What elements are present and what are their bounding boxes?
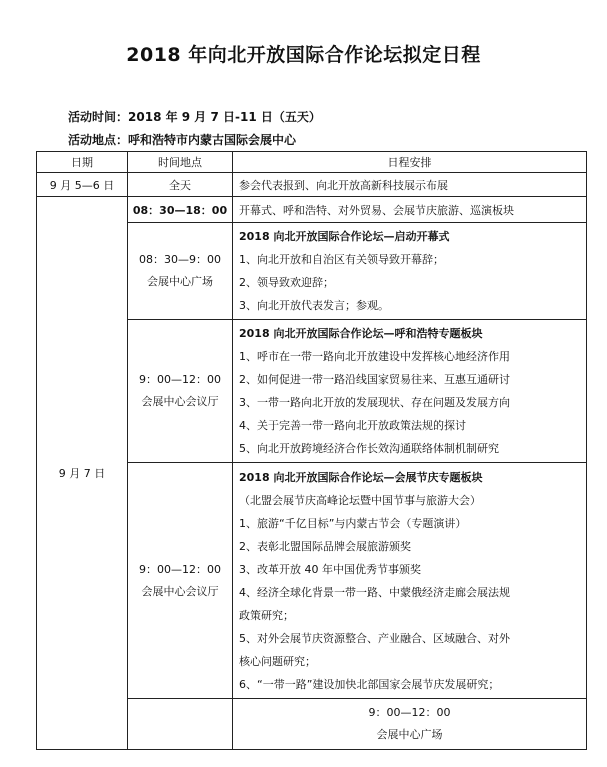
date-cell-sep7: 9 月 7 日 bbox=[37, 197, 128, 750]
schedule-line: （北盟会展节庆高峰论坛暨中国节事与旅游大会） bbox=[239, 493, 481, 507]
schedule-line: 1、旅游“千亿目标”与内蒙古节会（专题演讲） bbox=[239, 516, 467, 530]
time-text: 9：00—12：00 bbox=[139, 562, 221, 576]
schedule-line: 1、向北开放和自治区有关领导致开幕辞； bbox=[239, 253, 444, 266]
time-text: 9：00—12：00 bbox=[368, 706, 451, 719]
header-time-place: 时间地点 bbox=[128, 152, 233, 173]
event-place-value: 呼和浩特市内蒙古国际会展中心 bbox=[128, 133, 297, 147]
schedule-line: 2、表彰北盟国际品牌会展旅游颁奖 bbox=[239, 539, 411, 553]
schedule-line: 政策研究； bbox=[239, 608, 294, 622]
schedule-line: 4、经济全球化背景一带一路、中蒙俄经济走廊会展法规 bbox=[239, 585, 510, 599]
header-schedule: 日程安排 bbox=[233, 152, 587, 173]
schedule-line: 5、向北开放跨境经济合作长效沟通联络体制机制研究 bbox=[239, 442, 499, 455]
schedule-line: 3、向北开放代表发言；参观。 bbox=[239, 299, 389, 312]
schedule-line: 6、“一带一路”建设加快北部国家会展节庆发展研究； bbox=[239, 677, 500, 691]
time-text: 9：00—12：00 bbox=[139, 373, 221, 386]
date-cell: 9 月 5—6 日 bbox=[37, 173, 128, 197]
page-title: 2018 年向北开放国际合作论坛拟定日程 bbox=[126, 44, 481, 66]
schedule-table bbox=[36, 151, 587, 750]
date-cell-empty bbox=[128, 699, 233, 750]
schedule-cell bbox=[233, 223, 587, 320]
session-title: 2018 向北开放国际合作论坛—启动开幕式 bbox=[239, 230, 450, 243]
event-time bbox=[68, 108, 321, 125]
schedule-line: 2、领导致欢迎辞； bbox=[239, 276, 334, 289]
time-place-cell bbox=[128, 223, 233, 320]
table-row bbox=[37, 197, 587, 223]
schedule-line: 3、一带一路向北开放的发展现状、存在问题及发展方向 bbox=[239, 396, 510, 409]
schedule-line: 3、改革开放 40 年中国优秀节事颁奖 bbox=[239, 562, 421, 576]
table-header-row bbox=[37, 152, 587, 173]
place-text: 会展中心广场 bbox=[376, 728, 443, 741]
time-place-cell bbox=[128, 463, 233, 699]
schedule-line: 1、呼市在一带一路向北开放建设中发挥核心地经济作用 bbox=[239, 350, 510, 363]
event-time-value: 2018 年 9 月 7 日-11 日（五天） bbox=[128, 110, 321, 124]
place-text: 会展中心会议厅 bbox=[141, 584, 219, 598]
event-place-label: 活动地点： bbox=[68, 133, 129, 147]
table-row bbox=[37, 173, 587, 197]
header-date: 日期 bbox=[37, 152, 128, 173]
time-cell: 全天 bbox=[128, 173, 233, 197]
schedule-line: 2、如何促进一带一路沿线国家贸易往来、互惠互通研讨 bbox=[239, 373, 510, 386]
place-text: 会展中心会议厅 bbox=[141, 395, 219, 408]
time-place-cell bbox=[128, 320, 233, 463]
schedule-cell: 参会代表报到、向北开放高新科技展示布展 bbox=[233, 173, 587, 197]
time-place-cell bbox=[233, 699, 587, 750]
place-text: 会展中心广场 bbox=[147, 275, 213, 288]
schedule-cell bbox=[233, 463, 587, 699]
time-cell: 08：30—18：00 bbox=[128, 197, 233, 223]
schedule-line: 核心问题研究； bbox=[239, 654, 316, 668]
event-place bbox=[68, 131, 296, 148]
event-time-label: 活动时间： bbox=[68, 110, 129, 124]
schedule-line: 4、关于完善一带一路向北开放政策法规的探讨 bbox=[239, 419, 466, 432]
schedule-cell bbox=[233, 320, 587, 463]
schedule-line: 5、对外会展节庆资源整合、产业融合、区域融合、对外 bbox=[239, 631, 510, 645]
session-title: 2018 向北开放国际合作论坛—会展节庆专题板块 bbox=[239, 470, 483, 484]
session-title: 2018 向北开放国际合作论坛—呼和浩特专题板块 bbox=[239, 327, 483, 340]
schedule-cell: 开幕式、呼和浩特、对外贸易、会展节庆旅游、巡演板块 bbox=[233, 197, 587, 223]
time-text: 08：30—9：00 bbox=[139, 253, 221, 266]
